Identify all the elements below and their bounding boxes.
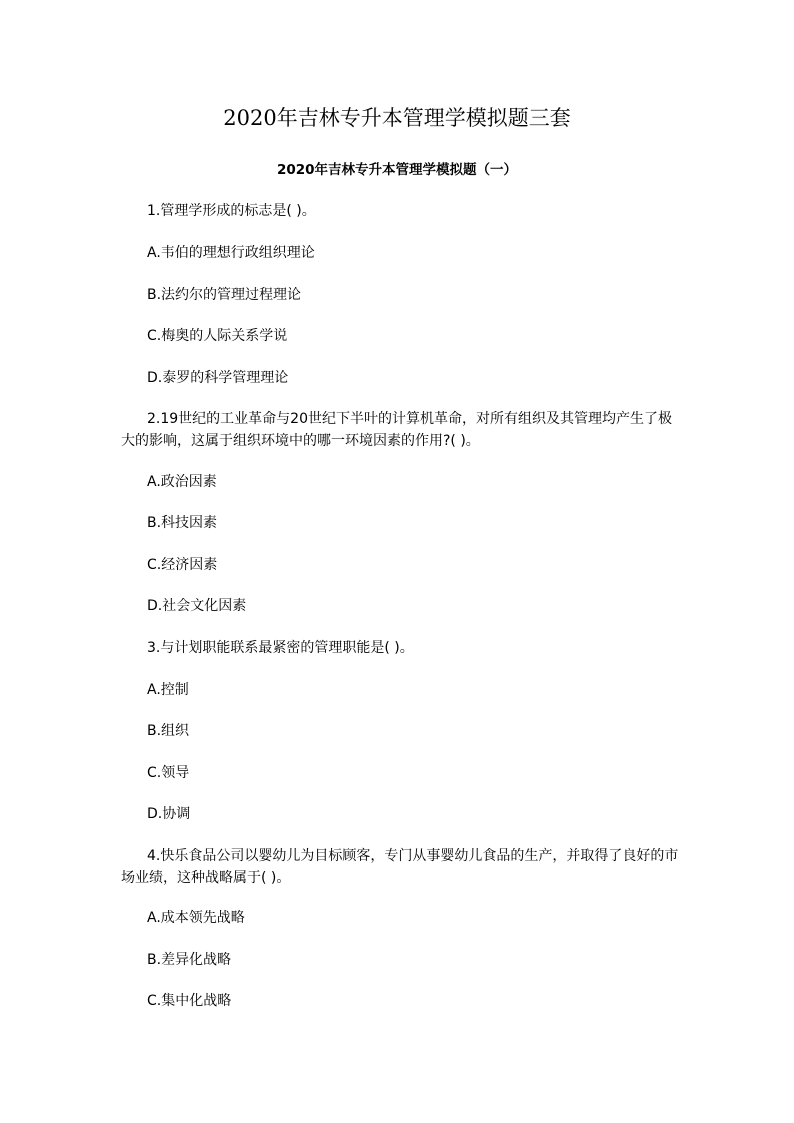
question-3-option-b: B.组织 xyxy=(147,723,190,739)
question-1-stem: 1.管理学形成的标志是( )。 xyxy=(147,203,316,219)
question-1-option-b: B.法约尔的管理过程理论 xyxy=(147,287,302,303)
question-2-option-c: C.经济因素 xyxy=(147,557,218,573)
question-2-option-b: B.科技因素 xyxy=(147,515,218,531)
section-title: 2020年吉林专升本管理学模拟题（一） xyxy=(276,162,518,178)
question-1-option-a: A.韦伯的理想行政组织理论 xyxy=(147,245,315,261)
question-3-option-a: A.控制 xyxy=(147,682,189,698)
question-2-stem: 2.19世纪的工业革命与20世纪下半叶的计算机革命，对所有组织及其管理均产生了极大的影响，这属于组织环境中的哪一环境因素的作用?( )。 xyxy=(121,411,672,449)
question-3-option-d: D.协调 xyxy=(147,806,191,822)
question-4-stem: 4.快乐食品公司以婴幼儿为目标顾客，专门从事婴幼儿食品的生产，并取得了良好的市场业绩，这种战略属于( )。 xyxy=(121,848,679,886)
question-2-option-a: A.政治因素 xyxy=(147,474,217,490)
question-3-stem: 3.与计划职能联系最紧密的管理职能是( )。 xyxy=(147,640,414,656)
question-2-option-d: D.社会文化因素 xyxy=(147,598,247,614)
document-title: 2020年吉林专升本管理学模拟题三套 xyxy=(223,106,571,130)
question-1-option-c: C.梅奥的人际关系学说 xyxy=(147,328,288,344)
question-3-option-c: C.领导 xyxy=(147,765,190,781)
question-4-option-a: A.成本领先战略 xyxy=(147,910,245,926)
question-4-option-b: B.差异化战略 xyxy=(147,952,232,968)
question-1-option-d: D.泰罗的科学管理理论 xyxy=(147,370,289,386)
question-4-option-c: C.集中化战略 xyxy=(147,993,232,1009)
